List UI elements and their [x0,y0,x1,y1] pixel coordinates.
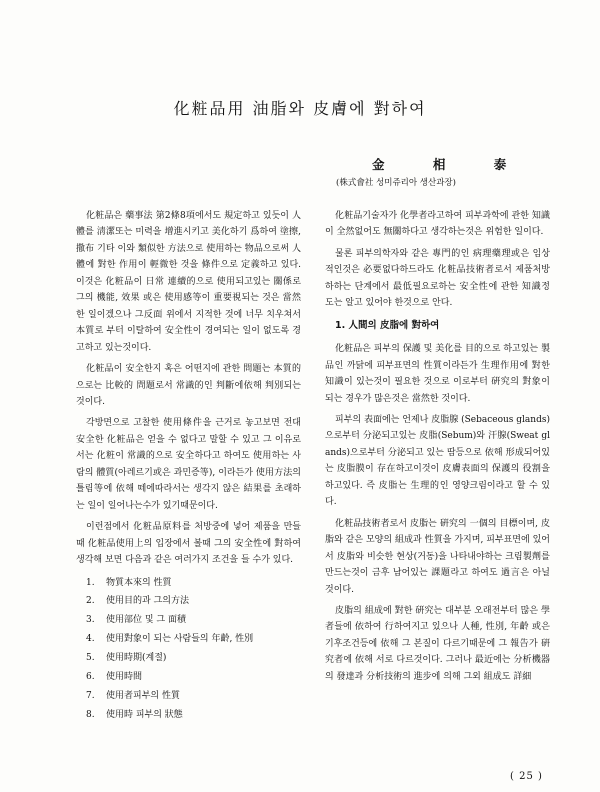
paragraph: 각방면으로 고찰한 使用條件을 근거로 놓고보면 전대 安全한 化粧品은 얻을 수 없다고 말할 수 있고 그 이유로서는 化粧이 常識的으로 安全하다고 하여도 使用하는 사람의 體質(아레르기或은 과민증等), 이라든가 使用方法의 틀림等에 依해 떼에따라서는 생각지 않은 結果를 초래하는 일이 일어나는수가 있기때문이다. [76,418,301,511]
section-heading: 1. 人間의 皮脂에 對하여 [335,319,440,331]
list-item [76,574,301,593]
left-column [76,208,301,725]
paragraph: 피부의 表面에는 언제나 皮脂腺 (Sebaceous glands)으로부터 分泌되고있는 皮脂(Sebum)와 汗腺(Sweat glands)으로부터 分泌되고 있는 땀등으로 依해 形成되어있는 皮脂膜이 存在하고이것이 皮膚表面의 保護의 役割을 하고있다. 즉 皮脂는 生理的인 영양크림이라고 할 수 있다. [325,414,550,508]
paragraph: 이런점에서 化粧品原料를 처방중에 넣어 제품을 만들때 化粧品使用上의 입장에서 볼때 그의 安全性에 對하여 생각해 보면 다음과 같은 여러가지 조건을 들 수가 있다. [76,522,301,566]
paragraph: 化粧品기술자가 化學者라고하여 피부과학에 관한 知識이 全然없어도 無關하다고 생각하는것은 위험한 일이다. [325,211,550,238]
list-item-number: 1. [86,577,95,588]
list-item [76,649,301,668]
list-item-number: 5. [86,653,95,664]
article-title: 化粧品用 油脂와 皮膚에 對하여 [173,99,427,118]
list-item-number: 4. [86,634,95,645]
list-item [76,630,301,649]
list-item [76,687,301,706]
list-item-text: 使用時間 [106,672,143,683]
paragraph: 化粧品은 藥事法 第2條8項에서도 規定하고 있듯이 人體를 淸潔또는 미력을 增進시키고 美化하기 爲하여 塗擦, 撒布 기타 이와 類似한 方法으로 使用하는 物品으로써 人體에 對한 作用이 輕微한 것을 條件으로 定義하고 있다. 이것은 化粧品이 日常 連續的으로 使用되고있는 關係로 그의 機能, 效果 或은 使用感等이 重要視되는 것은 當然한 일이겠으나 그反面 위에서 지적한 것에 너무 치우쳐서 本質로 부터 이탈하여 安全性이 경여되는 일이 없도록 경고하고 있는것이다. [76,211,301,353]
right-column [325,208,550,690]
list-item [76,706,301,725]
paragraph: 化粧品技術者로서 皮脂는 硏究의 一個의 目標이며, 皮脂와 같은 모양의 組成과 性質을 가지며, 피부표면에 있어서 皮脂와 비슷한 현상(거동)을 나타내야하는 크림製劑를 만드는것이 금후 남어있는 課題라고 하여도 過言은 아닐 것이다. [325,518,550,595]
list-item-number: 7. [86,690,95,701]
list-item-text: 使用對象이 되는 사람들의 年齡, 性別 [106,634,254,645]
author-name: 金 相 泰 [372,157,529,172]
list-item-number: 8. [86,709,95,720]
list-item-number: 6. [86,672,95,683]
author-affiliation: (株式會社 성미쥬리아 생산과장) [336,178,456,188]
paragraph: 물론 피부의학자와 같은 專門的인 病理藥理或은 임상적인것은 必要없다하드라도 化粧品技術者로서 제품처방하하는 단계에서 最低필요로하는 安全性에 관한 知識정도는 알고 있어야 한것으로 안다. [325,248,550,309]
paragraph: 化粧品은 피부의 保護 및 美化를 目的으로 하고있는 製品인 까닭에 피부표면의 性質이라든가 生理作用에 對한 知識이 있는것이 필요한 것으로 이로부터 硏究의 對象이 되는 경우가 많은것은 當然한 것이다. [325,344,550,404]
list-item-text: 使用者피부의 性質 [106,690,180,701]
list-item-text: 使用時期(계절) [106,653,167,664]
list-item [76,668,301,687]
list-item-number: 3. [86,615,95,626]
list-item-text: 物質本來의 性質 [106,577,172,588]
page-number: ( 25 ) [510,771,543,782]
paragraph: 皮脂의 組成에 對한 硏究는 대부분 오래전부터 많은 學者들에 依하여 行하여지고 있으나 人種, 性別, 年齡 或은 기후조건등에 依해 그 본질이 다르기때문에 그 報告가 硏究者에 依해 서로 다르것이다. 그러나 最近에는 分析機器의 發達과 分析技術의 進步에 의해 그외 組成도 詳細 [325,605,550,682]
paragraph: 化粧品이 安全한지 혹은 어떤지에 관한 問題는 本質的으로는 比較的 問題로서 常識的인 判斷에依해 判別되는 것이다. [76,364,301,407]
list-item-text: 使用部位 및 그 面積 [106,615,186,626]
list-item-text: 使用時 피부의 狀態 [106,709,183,720]
list-item [76,592,301,611]
list-item [76,611,301,630]
list-item-number: 2. [86,596,95,607]
safety-conditions-list [76,574,301,725]
list-item-text: 使用目的과 그의方法 [106,596,189,607]
